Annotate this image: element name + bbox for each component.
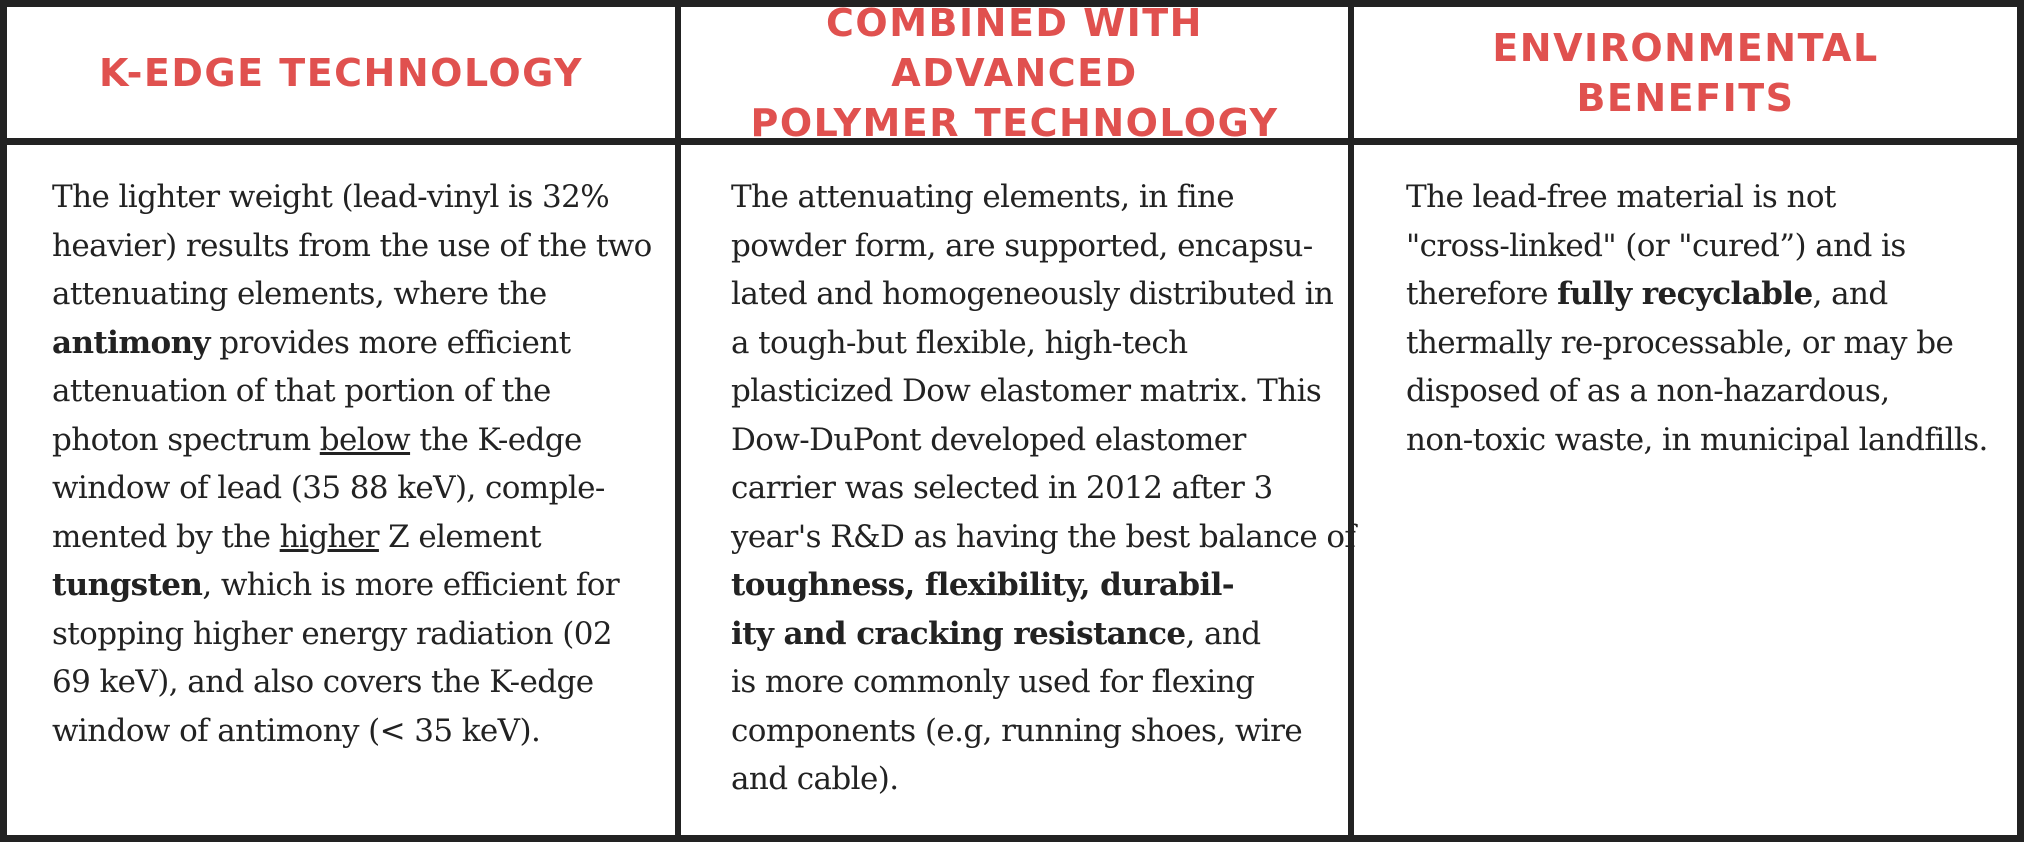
text-line: and cable).: [731, 761, 899, 797]
text-line: heavier) results from the use of the two: [52, 227, 652, 264]
text-line: stopping higher energy radiation (02: [52, 615, 613, 652]
text-line: is more commonly used for flexing: [731, 664, 1255, 700]
body-cell-k-edge: [7, 145, 681, 835]
text-line: plasticized Dow elastomer matrix. This: [731, 373, 1322, 409]
text-line: components (e.g, running shoes, wire: [731, 712, 1303, 749]
underline-higher: higher: [279, 518, 379, 555]
text-line: The attenuating elements, in fine: [731, 179, 1235, 215]
text-line: antimony provides more efficient: [52, 324, 571, 361]
text-line: thermally re-processable, or may be: [1406, 324, 1954, 361]
text-line: a tough-but flexible, high-tech: [731, 324, 1188, 361]
text-line: Dow-DuPont developed elastomer: [731, 421, 1246, 458]
header-cell-polymer: [681, 0, 1354, 145]
heading-advanced-polymer-technology: COMBINED WITH ADVANCED POLYMER TECHNOLOGY: [750, 0, 1279, 145]
text-line: therefore fully recyclable, and: [1406, 276, 1888, 312]
emphasis-cracking-resistance: ity and cracking resistance: [731, 615, 1186, 652]
emphasis-antimony: antimony: [52, 324, 210, 361]
emphasis-fully-recyclable: fully recyclable: [1557, 276, 1813, 312]
text-line: carrier was selected in 2012 after 3: [731, 470, 1273, 506]
emphasis-tungsten: tungsten: [52, 567, 203, 603]
text-line: non-toxic waste, in municipal landfills.: [1406, 421, 1988, 458]
text-line: year's R&D as having the best balance of: [731, 518, 1356, 555]
text-line: mented by the higher Z element: [52, 518, 541, 555]
text-line: ity and cracking resistance, and: [731, 615, 1261, 652]
text-line: The lead-free material is not: [1406, 179, 1836, 215]
text-line: The lighter weight (lead-vinyl is 32%: [52, 179, 610, 215]
text-line: window of antimony (< 35 keV).: [52, 712, 541, 749]
text-line: lated and homogeneously distributed in: [731, 276, 1334, 312]
text-line: attenuation of that portion of the: [52, 373, 551, 409]
underline-below: below: [319, 421, 411, 458]
text-line: photon spectrum below the K-edge: [52, 421, 582, 458]
header-cell-k-edge: [7, 7, 681, 145]
body-cell-polymer: [681, 145, 1354, 835]
emphasis-toughness-flexibility: toughness, flexibility, durabil-: [731, 567, 1235, 603]
text-line: 69 keV), and also covers the K-edge: [52, 664, 594, 700]
header-cell-environmental: [1354, 7, 2017, 145]
heading-environmental-benefits: ENVIRONMENTAL BENEFITS: [1492, 25, 1879, 120]
text-line: powder form, are supported, encapsu-: [731, 227, 1313, 264]
text-line: "cross-linked" (or "cured”) and is: [1406, 227, 1906, 264]
text-line: tungsten, which is more efficient for: [52, 567, 620, 603]
text-line: attenuating elements, where the: [52, 276, 547, 312]
text-line: [731, 561, 1340, 610]
text-line: window of lead (35 88 keV), comple-: [52, 470, 605, 506]
heading-k-edge-technology: K-EDGE TECHNOLOGY: [98, 50, 583, 95]
body-cell-environmental: [1354, 145, 2017, 835]
text-line: disposed of as a non-hazardous,: [1406, 373, 1890, 409]
